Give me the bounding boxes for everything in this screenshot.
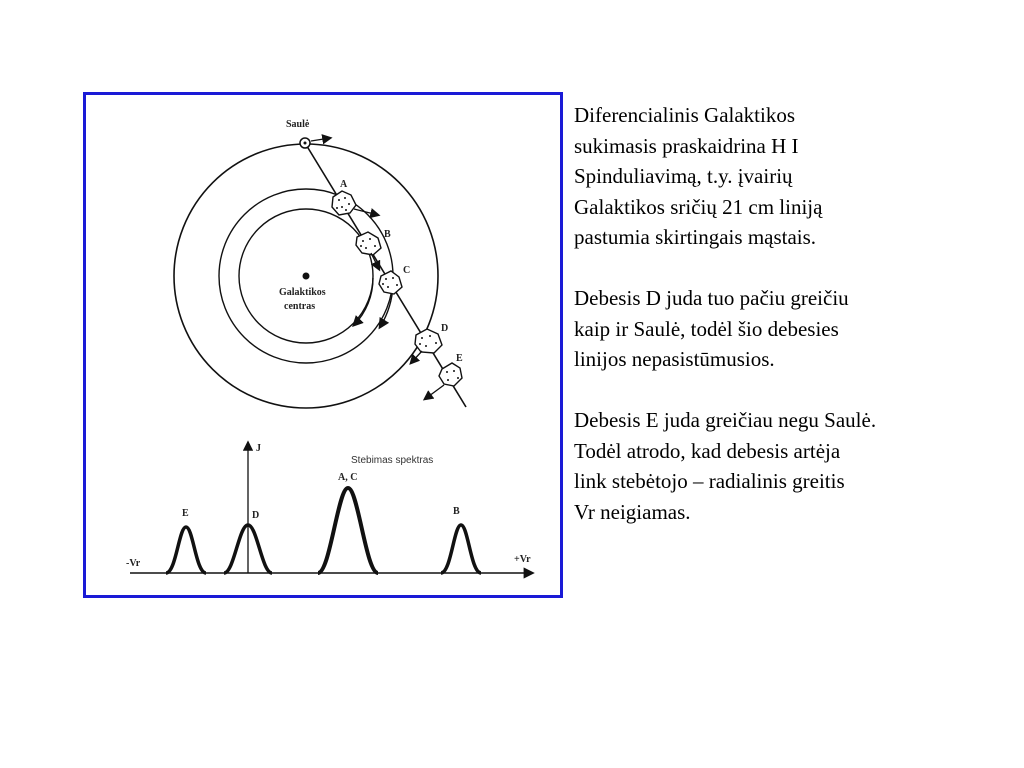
cloud-b-label: B <box>384 229 391 240</box>
text-line: pastumia skirtingais mąstais. <box>574 225 817 249</box>
text-line: Galaktikos sričių 21 cm liniją <box>574 194 823 219</box>
cloud-a-arrow <box>354 209 378 215</box>
cloud-a-label: A <box>340 179 348 190</box>
peak-b-label: B <box>453 506 460 517</box>
cloud-d-label: D <box>441 323 449 334</box>
peak-e <box>166 527 206 573</box>
center-label-2: centras <box>284 301 316 312</box>
text-line: Diferencialinis Galaktikos <box>574 103 796 127</box>
text-line: Debesis D juda tuo pačiu greičiu <box>574 286 849 310</box>
sun-label: Saulė <box>286 119 310 130</box>
sun-velocity-arrow <box>311 138 330 141</box>
cloud-c-label: C <box>403 265 411 276</box>
text-line: Debesis E juda greičiau negu Saulė. <box>574 408 877 432</box>
cloud-c <box>379 271 402 294</box>
peak-ac <box>318 488 378 573</box>
text-line: Vr neigiamas. <box>574 499 691 524</box>
spectrum-title: Stebimas spektras <box>351 455 434 466</box>
explanation-text <box>574 100 1014 558</box>
text-line: linijos nepasistūmusios. <box>574 347 775 371</box>
galaxy-rotation-diagram <box>86 95 560 595</box>
peak-b <box>441 525 481 573</box>
paragraph-1 <box>574 100 1014 253</box>
spectrum-y-label: J <box>256 443 261 454</box>
cloud-d <box>415 329 442 353</box>
peak-e-label: E <box>182 508 189 519</box>
galactic-center-dot <box>303 273 310 280</box>
cloud-b <box>356 232 381 255</box>
cloud-e-arrow <box>425 385 444 399</box>
peak-ac-label: A, C <box>338 472 358 483</box>
text-line: Todėl atrodo, kad debesis artėja <box>574 438 841 463</box>
paragraph-2 <box>574 283 1014 375</box>
cloud-e <box>439 363 462 386</box>
inner-orbit-arrow <box>354 278 373 325</box>
cloud-a <box>332 191 356 215</box>
cloud-e-label: E <box>456 353 463 364</box>
text-line: Spinduliavimą, t.y. įvairių <box>574 164 793 188</box>
spectrum-x-neg-label: -Vr <box>126 558 141 569</box>
spectrum-x-pos-label: +Vr <box>514 554 531 565</box>
figure-frame <box>83 92 563 598</box>
paragraph-3 <box>574 405 1014 527</box>
center-label-1: Galaktikos <box>279 287 326 298</box>
text-line: link stebėtojo – radialinis greitis <box>574 469 845 493</box>
text-line: sukimasis praskaidrina H I <box>574 133 799 158</box>
peak-d-label: D <box>252 510 260 521</box>
text-line: kaip ir Saulė, todėl šio debesies <box>574 316 839 341</box>
